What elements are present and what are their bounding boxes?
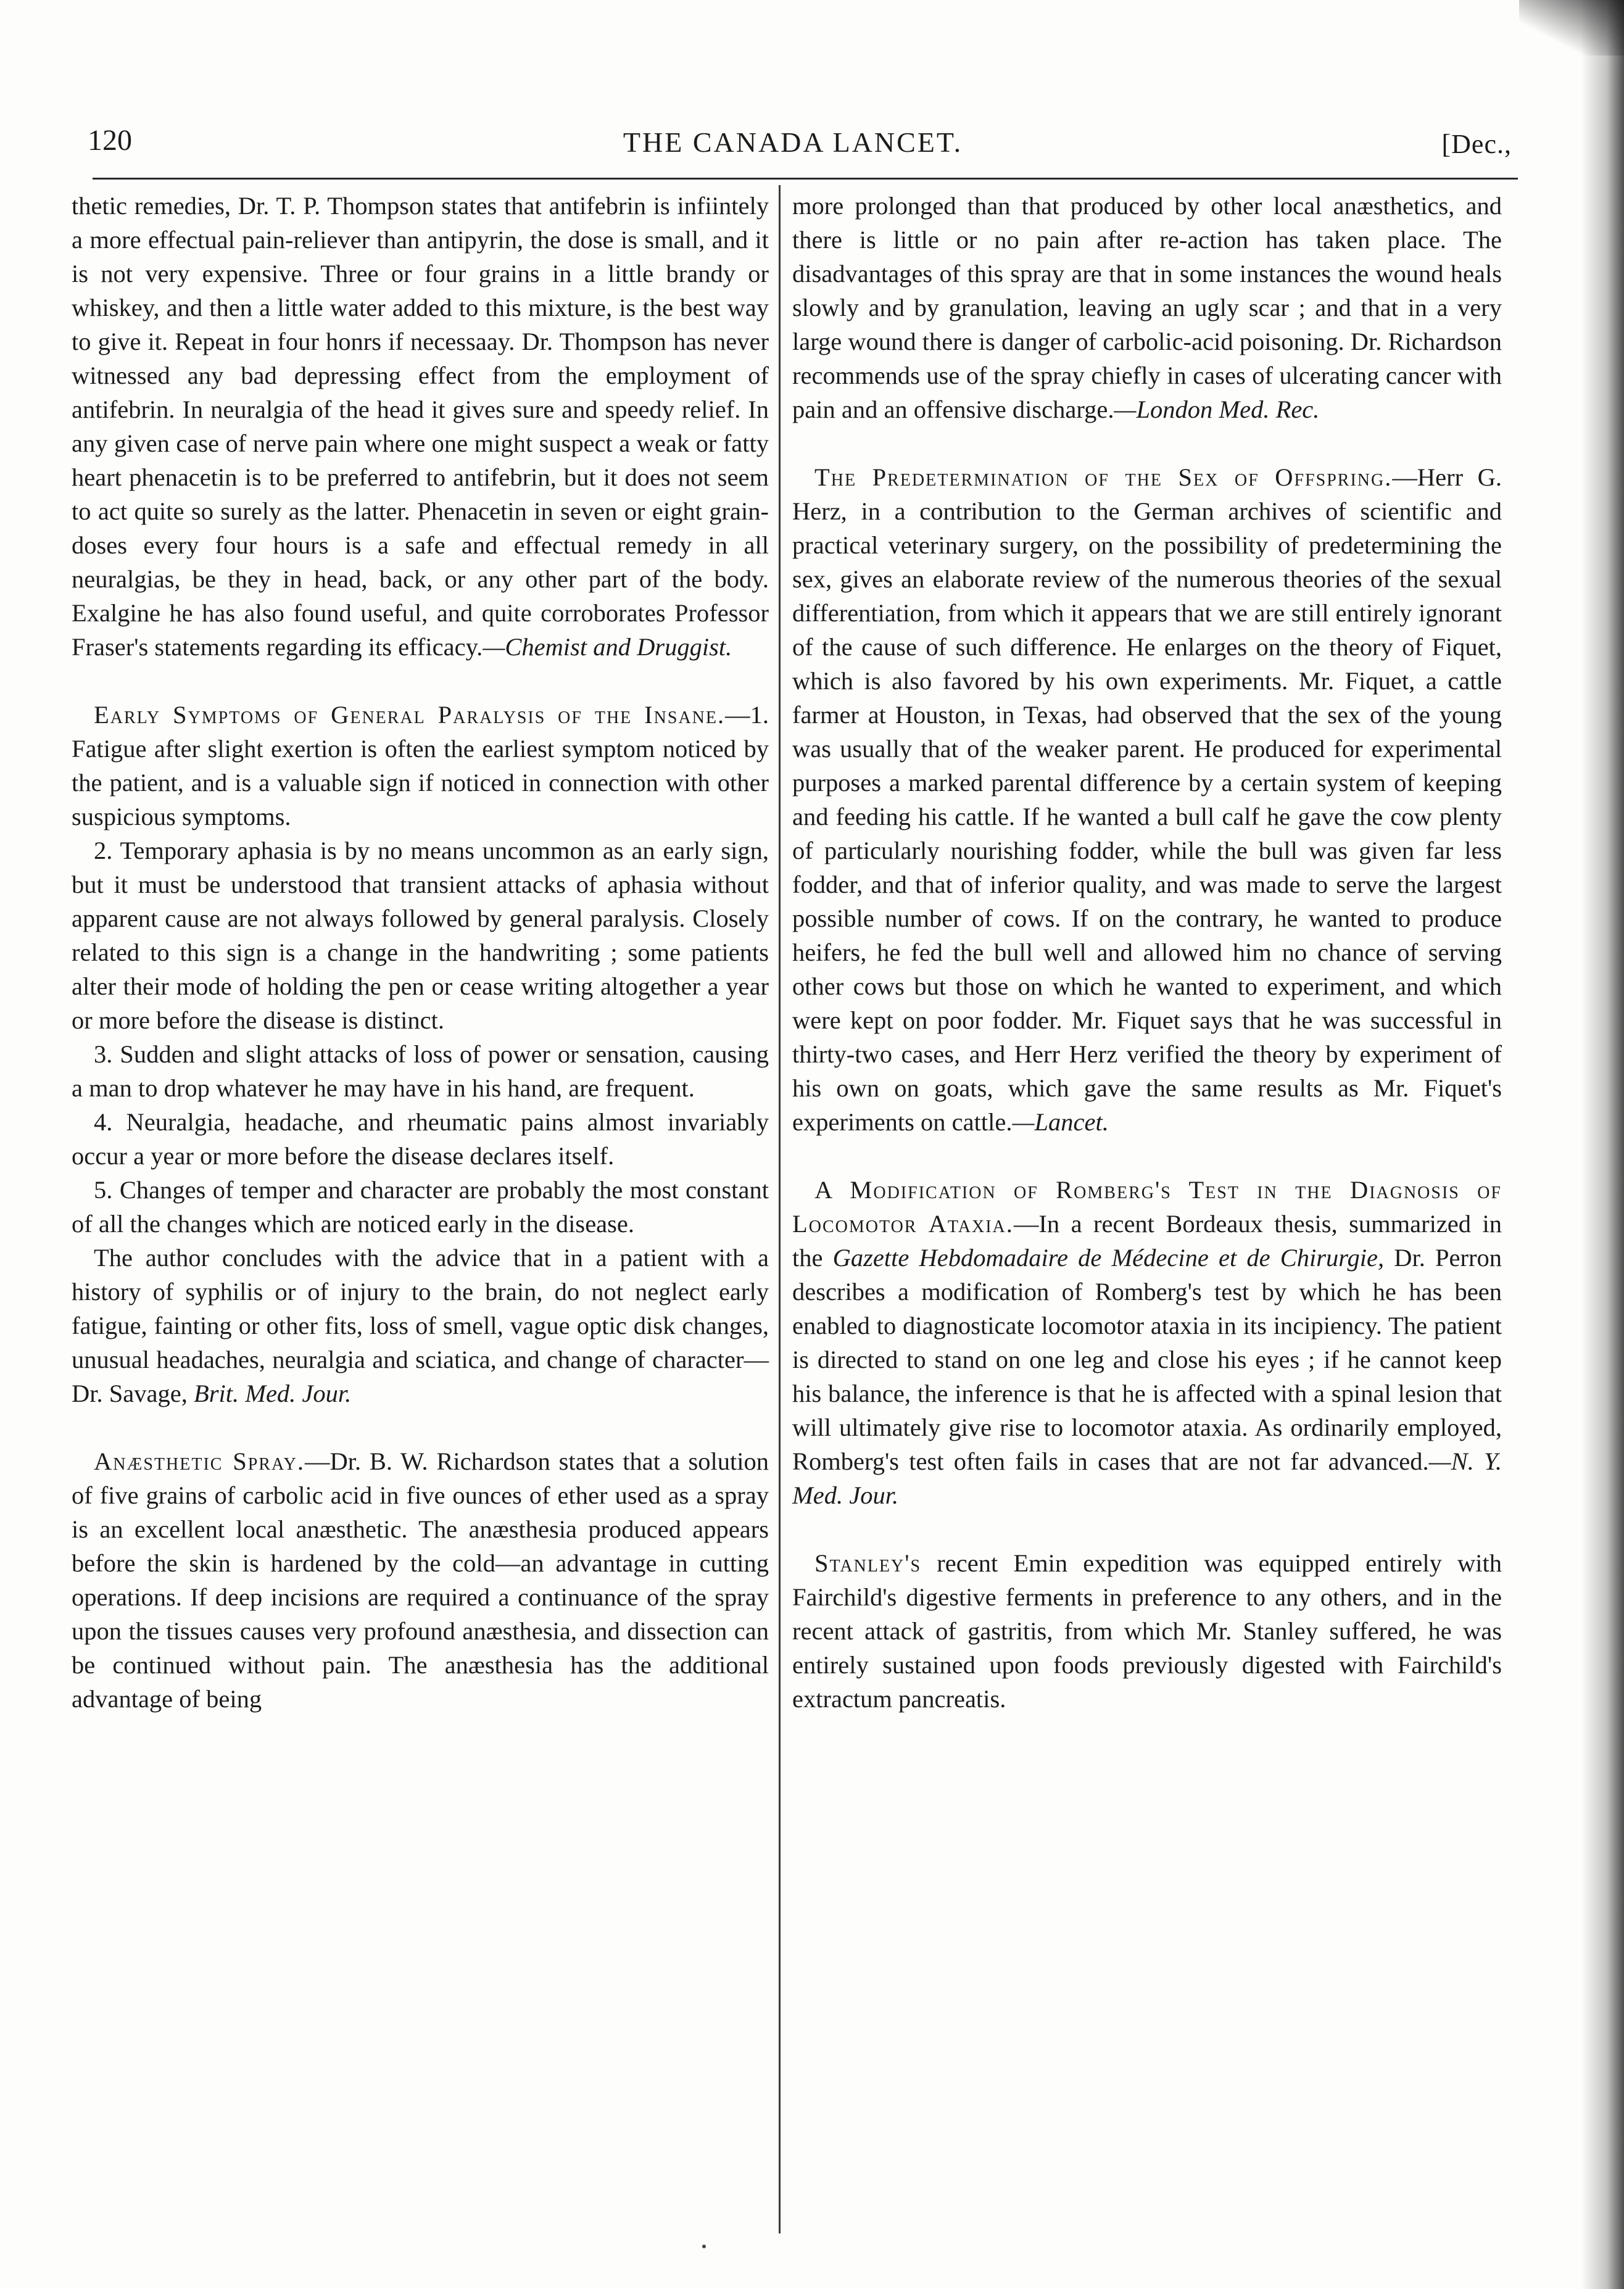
antifebrin-source: —Chemist and Druggist. [483,633,732,661]
paralysis-title: Early Symptoms of General Paralysis of the Insane. [94,701,726,729]
paralysis-conclusion [72,1241,769,1410]
sex-title: The Predetermination of the Sex of Offspring. [814,463,1393,491]
antifebrin-text: thetic remedies, Dr. T. P. Thompson states that antifebrin is infiintely a more effectual pain-reliever than antipyrin, the dose is small, and it is not very expensive. Three or four grains in a little brandy or whiskey, and then a little water added to this mixture, is the best way to give it. Repeat in four honrs if necessaay. Dr. Thompson has never witnessed any bad depressing effect from the employment of antifebrin. In neuralgia of the head it gives sure and speedy relief. In any given case of nerve pain where one might suspect a weak or fatty heart phenacetin is to be preferred to antifebrin, but it does not seem to act quite so surely as the latter. Phenacetin in seven or eight grain-doses every four hours is a safe and effectual remedy in all neuralgias, be they in head, back, or any other part of the body. Exalgine he has also found useful, and quite corroborates Professor Fraser's statements regarding its efficacy. [72,192,769,661]
spray-source: —London Med. Rec. [1114,395,1320,423]
paralysis-conclusion-text: The author concludes with the advice that in a patient with a history of syphilis or of injury to the brain, do not neglect early fatigue, fainting or other fits, loss of smell, vague optic disk changes, unusual headaches, neuralgia and sciatica, and change of character—Dr. Savage, [72,1244,769,1407]
paralysis-article [72,698,769,834]
sex-article [792,460,1502,1139]
spray-continued-text: more prolonged than that produced by other local anæsthetics, and there is little or no pain after re-action has taken place. The disadvantages of this spray are that in some instances the wound heals slowly and by granulation, leaving an ugly scar ; and that in a very large wound there is danger of carbolic-acid poisoning. Dr. Richardson recommends use of the spray chiefly in cases of ulcerating cancer with pain and an offensive discharge. [792,192,1502,423]
paralysis-point-4: 4. Neuralgia, headache, and rheumatic pains almost invariably occur a year or more before the disease declares itself. [72,1108,769,1170]
sex-text: —Herr G. Herz, in a contribution to the German archives of scientific and practical veterinary surgery, on the possibility of predetermining the sex, gives an elaborate review of the numerous theories of the sexual differentiation, from which it appears that we are still entirely ignorant of the cause of such difference. He enlarges on the theory of Fiquet, which is also favored by his own experiments. Mr. Fiquet, a cattle farmer at Houston, in Texas, had observed that the sex of the young was usually that of the weaker parent. He produced for experimental purposes a marked parental difference by a certain system of keeping and feeding his cattle. If he wanted a bull calf he gave the cow plenty of particularly nourishing fodder, while the bull was given far less fodder, and that of inferior quality, and was made to serve the largest possible number of cows. If on the contrary, he wanted to produce heifers, he fed the bull well and allowed him no chance of serving other cows but those on which he wanted to experiment, and which were kept on poor fodder. Mr. Fiquet says that he was successful in thirty-two cases, and Herr Herz verified the theory by experiment of his own on goats, which gave the same results as Mr. Fiquet's experiments on cattle. [792,463,1502,1136]
left-column [72,189,769,1716]
paralysis-source: Brit. Med. Jour. [193,1380,352,1407]
right-column [792,189,1502,1716]
paralysis-point-2: 2. Temporary aphasia is by no means uncommon as an early sign, but it must be understood that transient attacks of aphasia without apparent cause are not always followed by general paralysis. Closely related to this sign is a change in the handwriting ; some patients alter their mode of holding the pen or cease writing altogether a year or more before the disease is distinct. [72,837,769,1034]
header-rule [93,178,1518,180]
spray-text: —Dr. B. W. Richardson states that a solution of five grains of carbolic acid in five ounces of ether used as a spray is an excellent local anæsthetic. The anæsthesia produced appears before the skin is hardened by the cold—an advantage in cutting operations. If deep incisions are required a continuance of the spray upon the tissues causes very profound anæsthesia, and dissection can be continued without pain. The anæsthesia has the additional advantage of being [72,1447,769,1713]
sex-source: —Lancet. [1012,1108,1109,1136]
spray-continued [792,189,1502,426]
romberg-title: A Modification of Romberg's Test in the Diagnosis of Locomotor Ataxia. [792,1176,1502,1238]
journal-title: THE CANADA LANCET. [623,126,963,158]
romberg-journal: Gazette Hebdomadaire de Médecine et de Chirurgie, [832,1244,1385,1272]
stanley-text: recent Emin expedition was equipped entirely with Fairchild's digestive ferments in preference to any others, and in the recent attack of gastritis, from which Mr. Stanley suffered, he was entirely sustained upon foods previously digested with Fairchild's extractum pancreatis. [792,1549,1502,1713]
romberg-text-a: —In a recent Bordeaux thesis, summarized in the [792,1210,1502,1272]
footer-mark [702,2245,706,2248]
paralysis-point-1: —1. Fatigue after slight exertion is often the earliest symptom noticed by the patient, and is a valuable sign if noticed in connection with other suspicious symptoms. [72,701,769,830]
page-edge-shadow [1581,0,1624,2289]
spray-article [72,1444,769,1716]
page-number: 120 [88,124,132,157]
paralysis-point-5: 5. Changes of temper and character are probably the most constant of all the changes which are noticed early in the disease. [72,1176,769,1238]
romberg-article [792,1173,1502,1512]
column-divider [779,185,781,2233]
antifebrin-article [72,189,769,664]
stanley-lead: Stanley's [814,1549,922,1577]
page-corner-shadow [1519,0,1624,56]
page-header [74,123,1512,173]
paralysis-point-3: 3. Sudden and slight attacks of loss of power or sensation, causing a man to drop whatever he may have in his hand, are frequent. [72,1040,769,1102]
spray-title: Anæsthetic Spray. [94,1447,305,1475]
stanley-article [792,1546,1502,1716]
romberg-source: —N. Y. Med. Jour. [792,1447,1502,1509]
issue-date: [Dec., [1441,129,1512,159]
romberg-text-b: Dr. Perron describes a modification of Romberg's test by which he has been enabled to diagnosticate locomotor ataxia in its incipiency. The patient is directed to stand on one leg and close his eyes ; if he cannot keep his balance, the inference is that he is affected with a spinal lesion that will ultimately give rise to locomotor ataxia. As ordinarily employed, Romberg's test often fails in cases that are not far advanced. [792,1244,1502,1475]
